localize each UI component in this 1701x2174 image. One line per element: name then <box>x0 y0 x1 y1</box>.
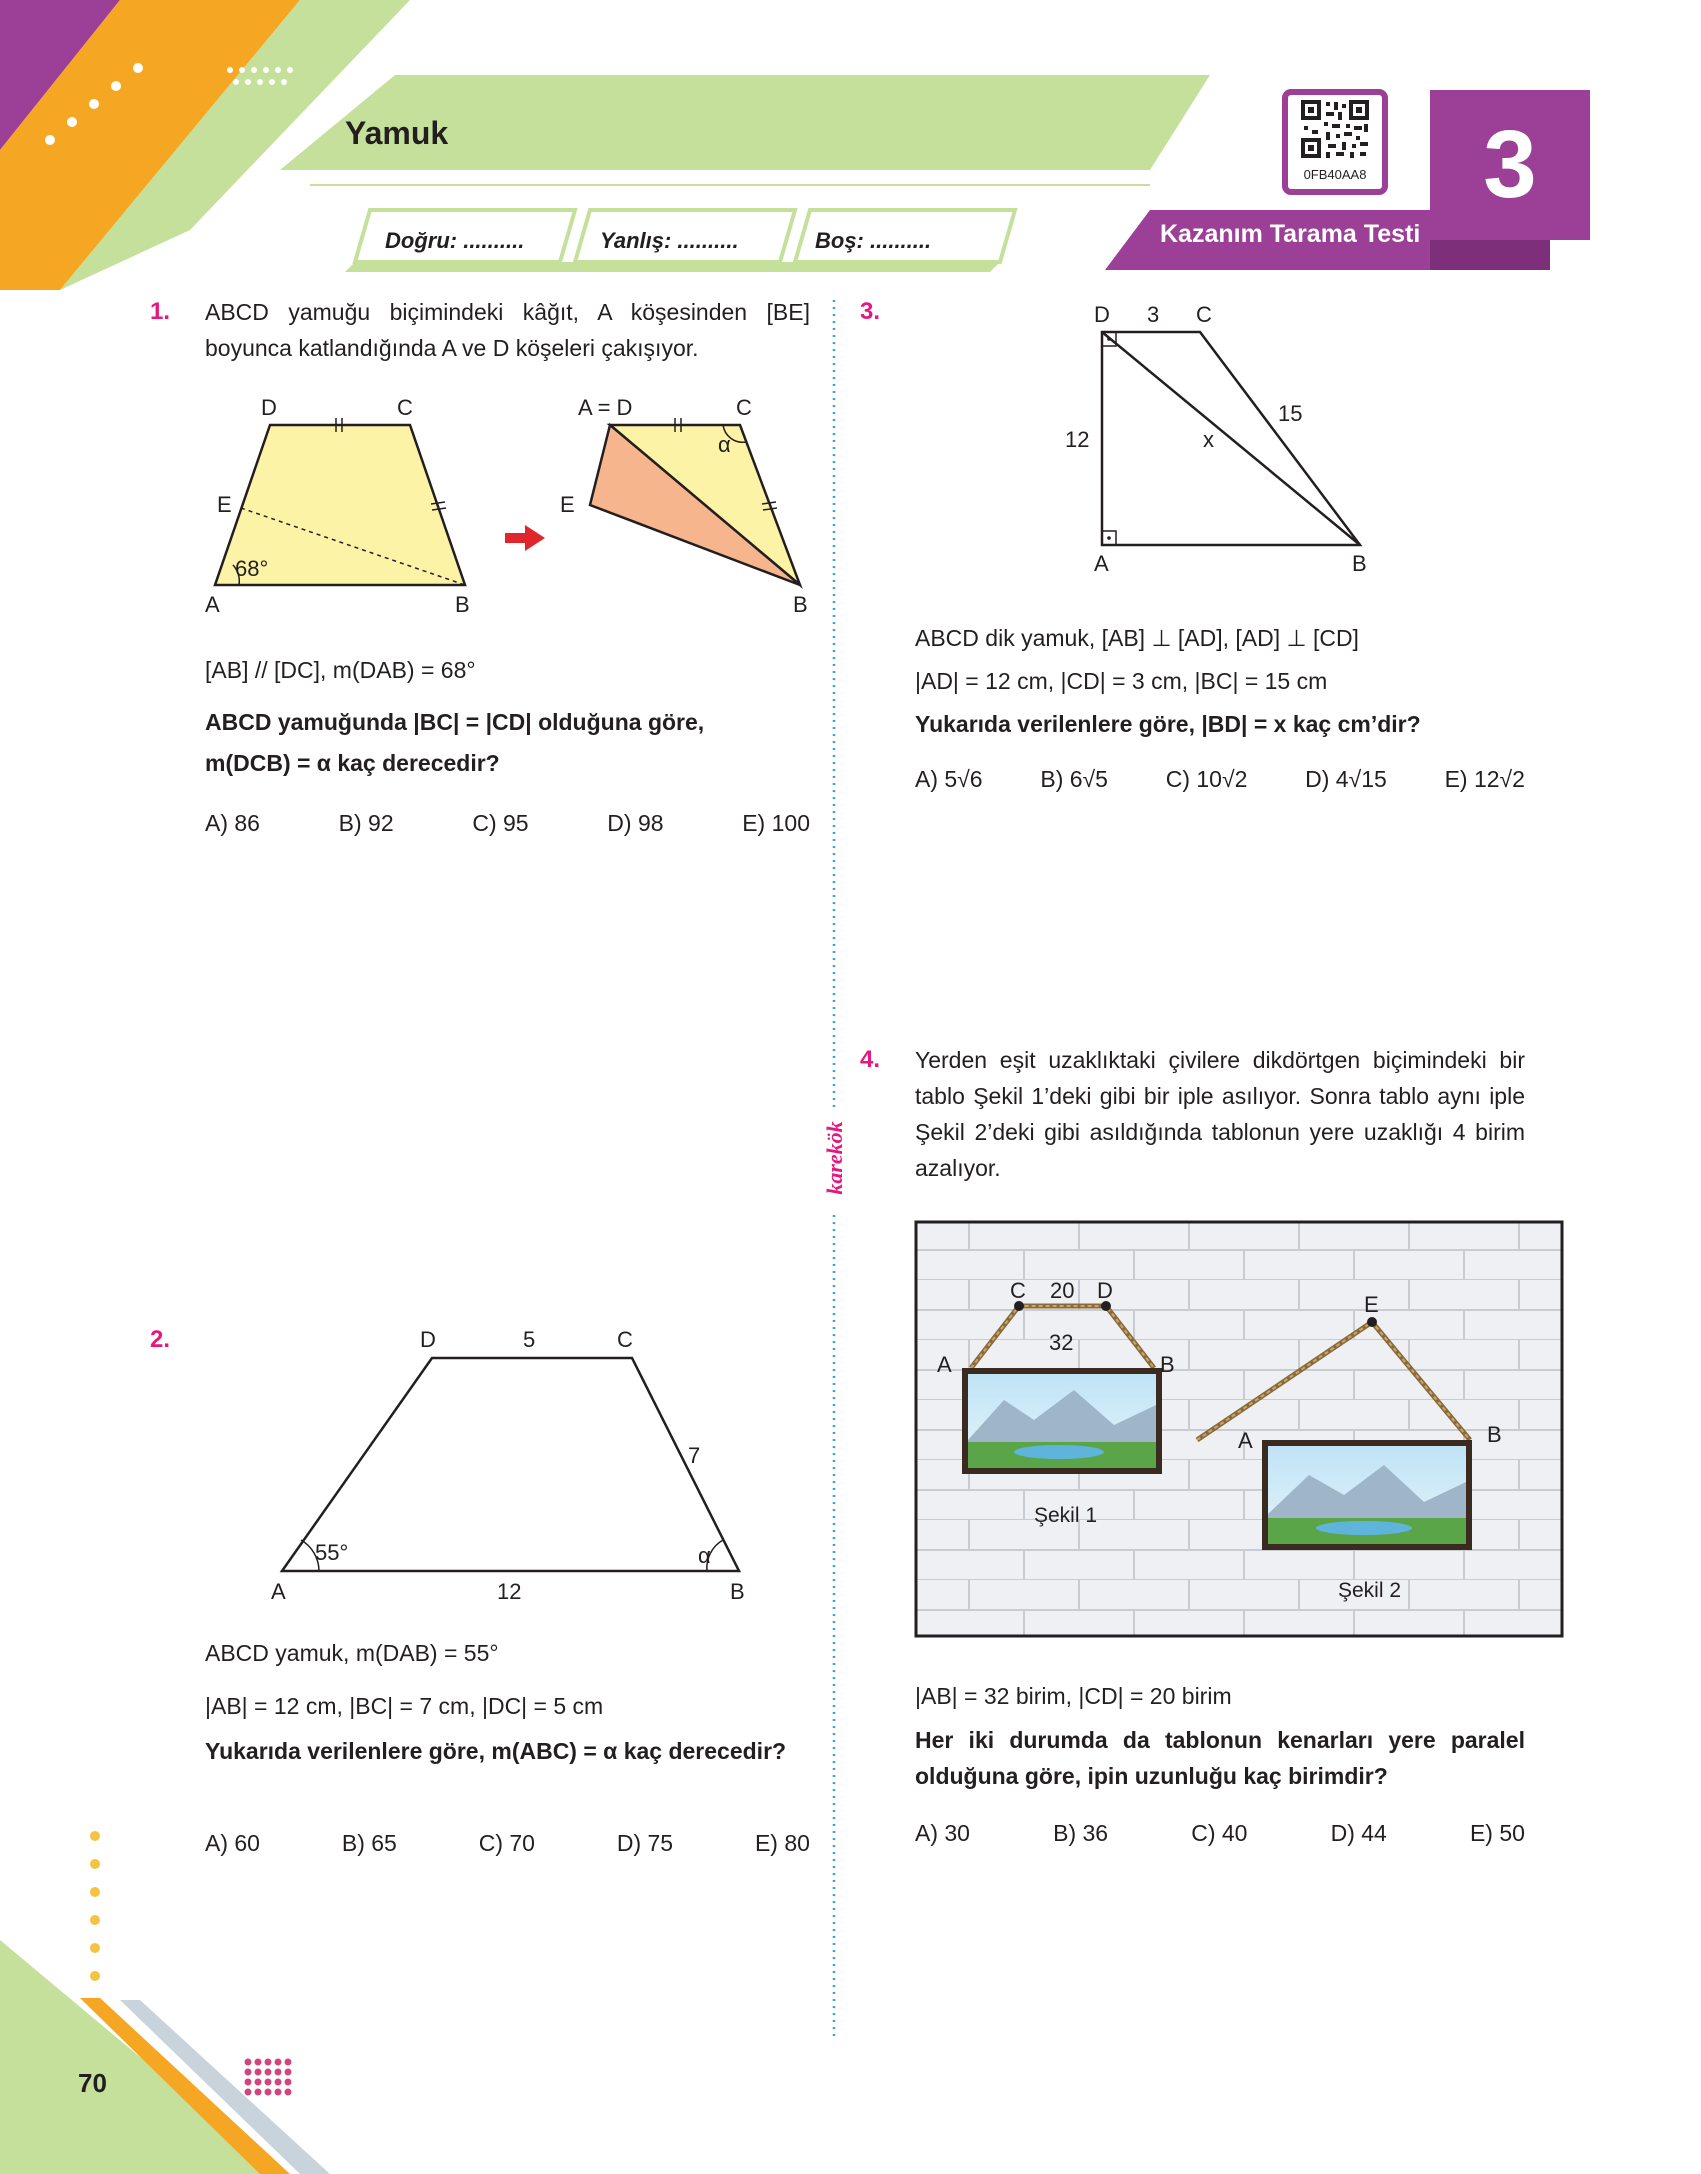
question-2-given-1: ABCD yamuk, m(DAB) = 55° <box>205 1640 499 1666</box>
qr-code-text: 0FB40AA8 <box>1303 167 1367 182</box>
choice-d[interactable]: D) 75 <box>616 1830 674 1856</box>
question-2-number: 2. <box>150 1326 171 1353</box>
nail-e <box>1367 1317 1377 1327</box>
choice-c[interactable]: C) 40 <box>1191 1820 1248 1846</box>
q1-label-d: D <box>261 395 277 420</box>
empty-count-field[interactable]: Boş: .......... <box>815 228 932 253</box>
choice-a[interactable]: A) 60 <box>205 1830 260 1856</box>
q3-label-bc: 15 <box>1278 401 1303 426</box>
left-yellow-dots <box>90 1831 100 1981</box>
q1-angle-68: 68° <box>235 556 269 581</box>
choice-e[interactable]: E) 12√2 <box>1444 766 1525 792</box>
side-label: karekök <box>822 1121 847 1195</box>
question-3-number: 3. <box>860 298 881 325</box>
q4-caption-shape-2: Şekil 2 <box>1338 1579 1402 1602</box>
choice-c[interactable]: C) 70 <box>478 1830 535 1856</box>
q4-caption-shape-1: Şekil 1 <box>1034 1504 1098 1527</box>
question-4-number: 4. <box>860 1046 881 1073</box>
q1-label-a: A <box>205 592 220 617</box>
q3-label-b: B <box>1352 551 1367 576</box>
qr-code[interactable] <box>1296 100 1374 160</box>
q4-label-ab: 32 <box>1049 1330 1074 1355</box>
question-1-number: 1. <box>150 298 171 325</box>
q3-label-d: D <box>1094 302 1110 327</box>
choice-b[interactable]: B) 92 <box>338 810 394 836</box>
choice-d[interactable]: D) 44 <box>1330 1820 1387 1846</box>
choice-b[interactable]: B) 6√5 <box>1040 766 1108 792</box>
test-name: Kazanım Tarama Testi <box>1160 220 1421 248</box>
choice-d[interactable]: D) 98 <box>607 810 664 836</box>
question-4-given: |AB| = 32 birim, |CD| = 20 birim <box>915 1683 1232 1709</box>
q2-label-d: D <box>420 1327 436 1352</box>
test-number: 3 <box>1483 111 1537 218</box>
choice-e[interactable]: E) 80 <box>754 1830 810 1856</box>
choice-a[interactable]: A) 86 <box>205 810 260 836</box>
q1-label-a-equals-d: A = D <box>578 395 633 420</box>
question-4-question: Her iki durumda da tablonun kenarları yere paralel olduğuna göre, ipin uzunluğu kaç birimdir? <box>915 1727 1525 1789</box>
q4-label-d: D <box>1097 1278 1113 1303</box>
question-1-question-line2: m(DCB) = α kaç derecedir? <box>205 750 500 776</box>
correct-count-field[interactable]: Doğru: .......... <box>385 228 525 253</box>
question-2-choices <box>205 1830 810 1857</box>
q1-label-e: E <box>217 492 232 517</box>
question-2-question: Yukarıda verilenlere göre, m(ABC) = α kaç derecedir? <box>205 1738 787 1764</box>
question-1-choices <box>205 810 810 837</box>
fold-arrow-icon <box>505 525 545 551</box>
q4-label-b2: B <box>1487 1422 1502 1447</box>
q2-angle-alpha: α <box>698 1543 711 1568</box>
question-4-figure <box>914 1220 1564 1638</box>
qr-pattern-icon <box>1296 100 1374 160</box>
question-1-figure <box>195 390 815 630</box>
choice-e[interactable]: E) 100 <box>742 810 810 836</box>
choice-a[interactable]: A) 5√6 <box>915 766 983 792</box>
choice-e[interactable]: E) 50 <box>1469 1820 1525 1846</box>
question-3-choices <box>915 766 1525 793</box>
choice-c[interactable]: C) 95 <box>472 810 529 836</box>
q1-label-b2: B <box>793 592 808 617</box>
q3-label-dc: 3 <box>1147 302 1160 327</box>
q2-label-b: B <box>730 1579 745 1604</box>
trapezoid-abcd-q2 <box>282 1358 739 1571</box>
choice-c[interactable]: C) 10√2 <box>1165 766 1248 792</box>
question-2-given-2: |AB| = 12 cm, |BC| = 7 cm, |DC| = 5 cm <box>205 1693 604 1719</box>
q4-label-e: E <box>1364 1292 1379 1317</box>
question-1-given: [AB] // [DC], m(DAB) = 68° <box>205 657 476 683</box>
choice-b[interactable]: B) 65 <box>341 1830 397 1856</box>
q3-label-x: x <box>1203 427 1214 452</box>
choice-d[interactable]: D) 4√15 <box>1305 766 1387 792</box>
q1-label-b: B <box>455 592 470 617</box>
choice-a[interactable]: A) 30 <box>915 1820 970 1846</box>
question-2-figure <box>265 1318 765 1608</box>
question-1-intro: ABCD yamuğu biçimindeki kâğıt, A köşesinden [BE] boyunca katlandığında A ve D köşeleri çakışıyor. <box>205 299 810 361</box>
q3-label-a: A <box>1094 551 1109 576</box>
question-3-question: Yukarıda verilenlere göre, |BD| = x kaç cm’dir? <box>915 711 1421 737</box>
q4-label-cd: 20 <box>1050 1278 1075 1303</box>
q4-label-a1: A <box>937 1352 952 1377</box>
q4-label-c: C <box>1010 1278 1026 1303</box>
question-1-question-line1: ABCD yamuğunda |BC| = |CD| olduğuna göre, <box>205 709 705 735</box>
question-3-figure <box>1050 295 1400 585</box>
q2-label-dc: 5 <box>523 1327 536 1352</box>
q2-label-a: A <box>271 1579 286 1604</box>
painting-shape-2 <box>1262 1440 1472 1550</box>
q2-label-c: C <box>617 1327 633 1352</box>
painting-shape-1 <box>962 1368 1162 1474</box>
question-4-intro: Yerden eşit uzaklıktaki çivilere dikdörtgen biçimindeki bir tablo Şekil 1’deki gibi bir iple asılıyor. Sonra tablo aynı iple Şekil 2’deki gibi asıldığında tablonun yere uzaklığı 4 birim azalıyor. <box>915 1047 1525 1181</box>
q3-label-ad: 12 <box>1065 427 1090 452</box>
q2-label-bc: 7 <box>688 1443 701 1468</box>
q4-label-a2: A <box>1238 1428 1253 1453</box>
q1-angle-alpha: α <box>718 432 731 457</box>
q4-label-b1: B <box>1160 1352 1175 1377</box>
question-3-given-1: ABCD dik yamuk, [AB] ⊥ [AD], [AD] ⊥ [CD] <box>915 625 1359 651</box>
q1-label-c: C <box>397 395 413 420</box>
q2-label-ab: 12 <box>497 1579 522 1604</box>
q1-label-e2: E <box>560 492 575 517</box>
page-dots-grid <box>245 2059 292 2096</box>
q1-label-c2: C <box>736 395 752 420</box>
choice-b[interactable]: B) 36 <box>1053 1820 1109 1846</box>
q2-angle-55: 55° <box>315 1540 349 1565</box>
page-title: Yamuk <box>345 115 449 151</box>
question-3-given-2: |AD| = 12 cm, |CD| = 3 cm, |BC| = 15 cm <box>915 668 1328 694</box>
page-number: 70 <box>78 2068 107 2098</box>
q3-label-c: C <box>1196 302 1212 327</box>
question-4-choices <box>915 1820 1525 1847</box>
wrong-count-field[interactable]: Yanlış: .......... <box>600 228 739 253</box>
